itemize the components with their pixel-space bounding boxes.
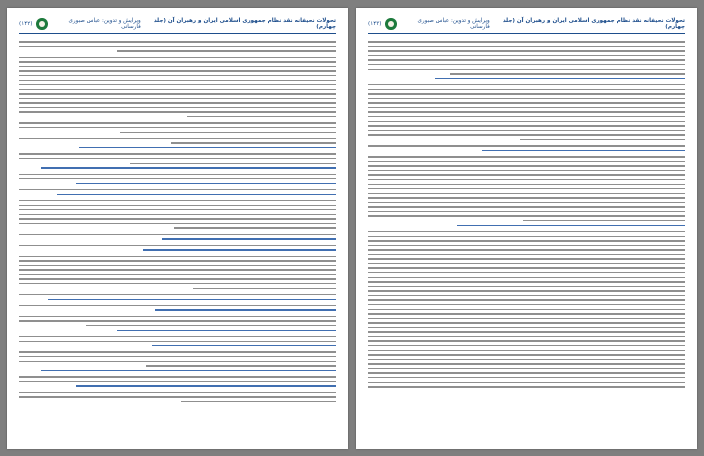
text-line [19, 138, 336, 139]
page-left [7, 8, 348, 449]
header-title: تحولات نحیفانه نقد نظام جمهوری اسلامی ایران و رهبران آن (جلد چهارم) [502, 18, 685, 30]
text-line [19, 245, 336, 246]
text-line [368, 156, 685, 157]
page-right [356, 8, 697, 449]
text-line [19, 341, 336, 342]
text-line [368, 272, 685, 273]
text-line [368, 318, 685, 319]
text-line [174, 227, 336, 228]
text-line [19, 214, 336, 215]
text-line [48, 299, 336, 300]
text-line [155, 309, 336, 310]
text-line [19, 127, 336, 128]
page-number: (۱۴۳) [368, 21, 382, 27]
text-line [19, 98, 336, 99]
text-line [19, 260, 336, 261]
text-line [368, 295, 685, 296]
text-line [368, 174, 685, 175]
text-line [19, 57, 336, 58]
text-line [368, 165, 685, 166]
text-line [19, 256, 336, 257]
text-line [193, 288, 336, 289]
text-line [368, 116, 685, 117]
text-line [368, 359, 685, 360]
text-line [368, 107, 685, 108]
text-line [368, 206, 685, 207]
text-line [19, 80, 336, 81]
text-line [19, 84, 336, 85]
text-line [368, 254, 685, 255]
text-line [368, 354, 685, 355]
text-line [368, 55, 685, 56]
text-line [79, 147, 336, 148]
header-divider [368, 33, 685, 34]
text-line [368, 231, 685, 232]
text-line [435, 78, 685, 79]
text-line [19, 294, 336, 295]
text-line [368, 89, 685, 90]
text-line [368, 69, 685, 70]
text-line [368, 281, 685, 282]
text-line [19, 205, 336, 206]
text-line [368, 184, 685, 185]
text-line [117, 50, 336, 51]
text-line [482, 150, 685, 151]
text-line [19, 381, 336, 382]
text-line [19, 41, 336, 42]
page-body-left [19, 38, 336, 439]
text-line [19, 102, 336, 103]
text-line [187, 116, 336, 117]
text-line [368, 331, 685, 332]
text-line [143, 249, 336, 250]
page-number: (۱۴۲) [19, 21, 33, 27]
text-line [368, 236, 685, 237]
text-line [368, 193, 685, 194]
header-meta [368, 18, 490, 30]
text-line [19, 46, 336, 47]
text-line [368, 290, 685, 291]
page-header [19, 17, 336, 31]
text-line [162, 238, 336, 239]
text-line [19, 320, 336, 321]
text-line [76, 183, 336, 184]
text-line [368, 299, 685, 300]
text-line [19, 93, 336, 94]
text-line [19, 265, 336, 266]
text-line [19, 61, 336, 62]
text-line [19, 66, 336, 67]
text-line [368, 263, 685, 264]
text-line [171, 142, 336, 143]
text-line [181, 401, 336, 402]
text-line [368, 368, 685, 369]
text-line [19, 209, 336, 210]
text-line [368, 64, 685, 65]
text-line [19, 122, 336, 123]
text-line [19, 283, 336, 284]
text-line [76, 385, 336, 386]
text-line [19, 75, 336, 76]
text-line [152, 345, 336, 346]
text-line [19, 351, 336, 352]
text-line [368, 336, 685, 337]
text-line [19, 316, 336, 317]
text-line [368, 46, 685, 47]
text-line [368, 345, 685, 346]
text-line [130, 163, 336, 164]
text-line [19, 392, 336, 393]
header-editors: ویرایش و تدوین: عباس صبوری فارسانی [68, 18, 141, 30]
text-line [520, 139, 685, 140]
text-line [19, 356, 336, 357]
text-line [368, 363, 685, 364]
page-body-right [368, 38, 685, 439]
text-line [19, 361, 336, 362]
text-line [368, 313, 685, 314]
text-line [19, 158, 336, 159]
text-line [120, 132, 336, 133]
text-line [117, 330, 336, 331]
text-line [368, 377, 685, 378]
text-line [450, 73, 685, 74]
text-line [19, 269, 336, 270]
text-line [368, 309, 685, 310]
text-line [368, 93, 685, 94]
text-line [368, 258, 685, 259]
text-line [19, 274, 336, 275]
text-line [368, 130, 685, 131]
text-line [19, 218, 336, 219]
text-line [86, 325, 336, 326]
document-spread [7, 8, 697, 449]
text-line [368, 59, 685, 60]
text-line [368, 41, 685, 42]
text-line [368, 197, 685, 198]
text-line [457, 225, 685, 226]
text-line [19, 111, 336, 112]
page-header [368, 17, 685, 31]
text-line [368, 179, 685, 180]
text-line [368, 327, 685, 328]
text-line [19, 107, 336, 108]
text-line [368, 121, 685, 122]
text-line [368, 211, 685, 212]
text-line [19, 223, 336, 224]
text-line [368, 386, 685, 387]
text-line [368, 98, 685, 99]
text-line [368, 145, 685, 146]
text-line [368, 249, 685, 250]
text-line [19, 153, 336, 154]
header-editors: ویرایش و تدوین: عباس صبوری فارسانی [417, 18, 490, 30]
text-line [368, 245, 685, 246]
text-line [368, 170, 685, 171]
text-line [57, 194, 336, 195]
text-line [19, 396, 336, 397]
text-line [19, 234, 336, 235]
text-line [41, 167, 336, 168]
text-line [19, 336, 336, 337]
text-line [19, 278, 336, 279]
text-line [19, 174, 336, 175]
text-line [368, 188, 685, 189]
text-line [368, 322, 685, 323]
text-line [368, 382, 685, 383]
text-line [19, 178, 336, 179]
text-line [368, 267, 685, 268]
text-line [19, 189, 336, 190]
text-line [368, 372, 685, 373]
text-line [368, 84, 685, 85]
text-line [19, 70, 336, 71]
header-meta [19, 18, 141, 30]
text-line [368, 50, 685, 51]
text-line [368, 340, 685, 341]
text-line [368, 102, 685, 103]
header-divider [19, 33, 336, 34]
text-line [368, 350, 685, 351]
text-line [368, 286, 685, 287]
text-line [19, 89, 336, 90]
text-line [523, 220, 685, 221]
text-line [19, 200, 336, 201]
text-line [368, 240, 685, 241]
text-line [19, 305, 336, 306]
text-line [368, 215, 685, 216]
text-line [368, 161, 685, 162]
text-line [19, 376, 336, 377]
text-line [146, 365, 336, 366]
text-line [368, 134, 685, 135]
emblem-icon [385, 18, 396, 30]
text-line [368, 202, 685, 203]
text-line [368, 125, 685, 126]
text-line [368, 304, 685, 305]
emblem-icon [36, 18, 47, 30]
text-line [368, 111, 685, 112]
text-line [41, 370, 336, 371]
text-line [368, 277, 685, 278]
header-title: تحولات نحیفانه نقد نظام جمهوری اسلامی ایران و رهبران آن (جلد چهارم) [153, 18, 336, 30]
